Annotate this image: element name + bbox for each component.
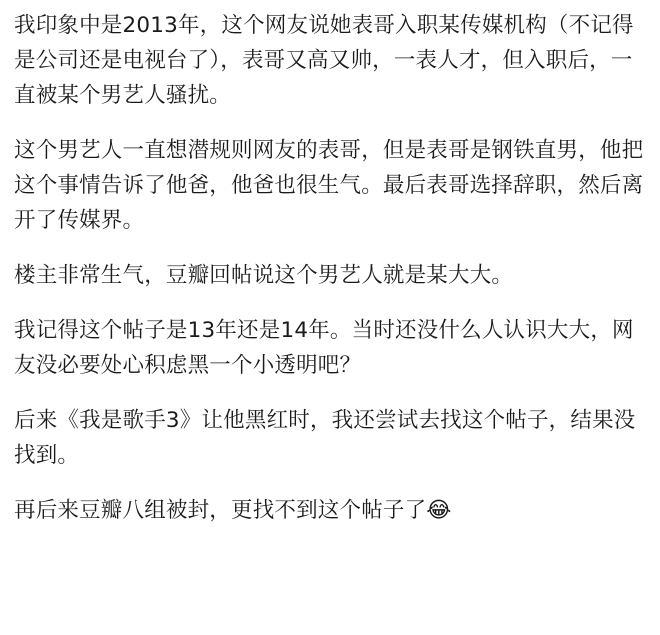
- paragraph-1: 我印象中是2013年，这个网友说她表哥入职某传媒机构（不记得是公司还是电视台了），表哥又高又帅，一表人才，但入职后，一直被某个男艺人骚扰。: [14, 13, 634, 108]
- paragraph-4: 我记得这个帖子是13年还是14年。当时还没什么人认识大大，网友没必要处心积虑黑一个小透明吧？: [14, 318, 634, 378]
- paragraph-6: 再后来豆瓣八组被封，更找不到这个帖子了😂: [14, 498, 452, 523]
- paragraph-2: 这个男艺人一直想潜规则网友的表哥，但是表哥是钢铁直男，他把这个事情告诉了他爸，他爸也很生气。最后表哥选择辞职，然后离开了传媒界。: [14, 138, 644, 233]
- paragraph-3: 楼主非常生气，豆瓣回帖说这个男艺人就是某大大。: [14, 263, 514, 288]
- paragraph-5: 后来《我是歌手3》让他黑红时，我还尝试去找这个帖子，结果没找到。: [14, 408, 636, 468]
